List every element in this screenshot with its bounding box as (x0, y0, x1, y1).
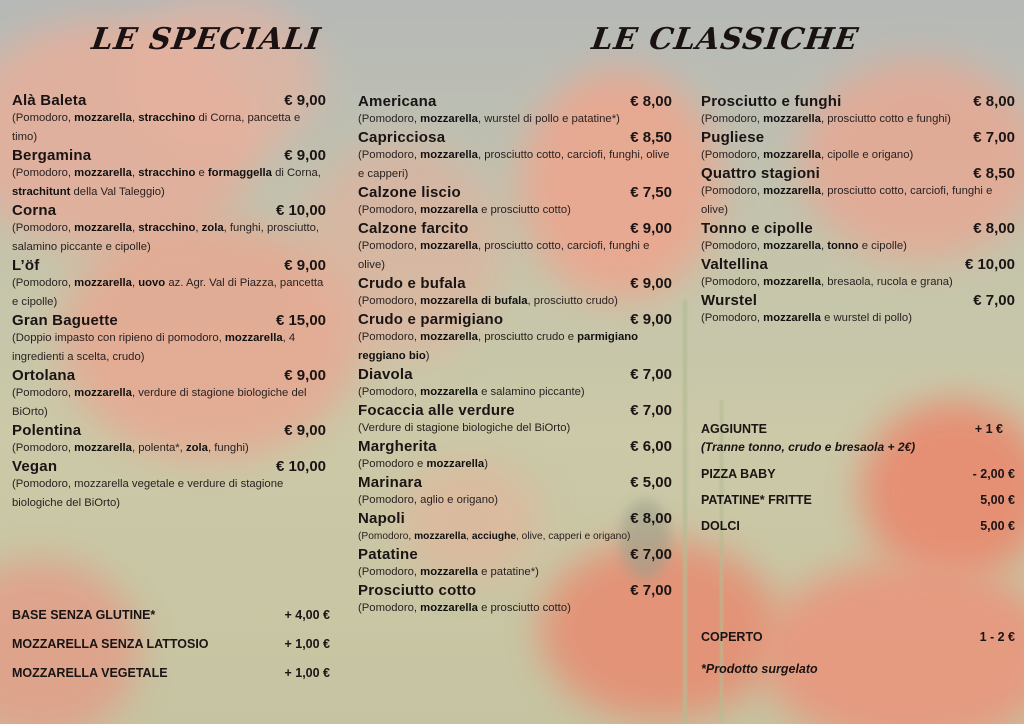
menu-item-header (358, 474, 672, 491)
pizza-ingredients: (Pomodoro, mozzarella, prosciutto cotto e funghi) (701, 113, 951, 125)
pizza-name: Quattro stagioni (701, 165, 821, 182)
pizza-name: Focaccia alle verdure (358, 402, 515, 419)
menu-item (12, 422, 326, 458)
menu-item-header (358, 129, 672, 146)
pizza-price: € 9,00 (630, 311, 672, 328)
pizza-name: Capricciosa (358, 129, 446, 146)
pizza-name: Ortolana (12, 367, 76, 384)
pizza-price: € 5,00 (630, 474, 672, 491)
menu-item (358, 366, 672, 402)
coperto-section (701, 630, 1015, 676)
pizza-price: € 7,00 (630, 402, 672, 419)
pizza-name: Gran Baguette (12, 312, 118, 329)
menu-item-header (12, 458, 326, 475)
pizza-ingredients: (Pomodoro, mozzarella, stracchino e formaggella di Corna, strachitunt della Val Taleggio) (12, 167, 321, 198)
pizza-name: Marinara (358, 474, 423, 491)
pizza-ingredients: (Pomodoro, mozzarella, stracchino di Corna, pancetta e timo) (12, 112, 301, 143)
pizza-name: Patatine (358, 546, 418, 563)
pizza-ingredients: (Pomodoro, mozzarella e salamino piccante) (358, 386, 585, 398)
menu-item (358, 474, 672, 510)
pizza-price: € 9,00 (630, 220, 672, 237)
pizza-price: € 9,00 (630, 275, 672, 292)
menu-item-header (358, 366, 672, 383)
menu-item (358, 184, 672, 220)
menu-item-header (358, 402, 672, 419)
menu-item-header (358, 546, 672, 563)
menu-item-header (701, 93, 1015, 110)
coperto-label: COPERTO (701, 630, 763, 644)
pizza-ingredients: (Pomodoro, mozzarella, acciughe, olive, capperi e origano) (358, 531, 631, 542)
menu-item-header (12, 422, 326, 439)
patatine-fritte-row (701, 493, 1015, 519)
dolci-row (701, 519, 1015, 545)
pizza-name: Diavola (358, 366, 413, 383)
extra-option-row (12, 666, 330, 695)
pizza-name: Valtellina (701, 256, 769, 273)
pizza-price: € 8,00 (973, 220, 1015, 237)
pizza-ingredients: (Pomodoro, mozzarella e patatine*) (358, 566, 539, 578)
pizza-price: € 10,00 (275, 458, 326, 475)
pizza-name: Alà Baleta (12, 92, 87, 109)
menu-item (358, 220, 672, 275)
pizza-name: Polentina (12, 422, 82, 439)
menu-item-header (12, 92, 326, 109)
pizza-name: L’öf (12, 257, 40, 274)
pizza-ingredients: (Pomodoro, mozzarella, prosciutto cotto, carciofi, funghi e olive) (701, 185, 993, 216)
menu-item (12, 257, 326, 312)
menu-item (12, 367, 326, 422)
pizza-price: € 7,00 (630, 582, 672, 599)
pizza-ingredients: (Pomodoro, mozzarella di bufala, prosciutto crudo) (358, 295, 618, 307)
menu-item (701, 220, 1015, 256)
patatine-fritte-price: 5,00 € (980, 493, 1015, 507)
menu-item-header (701, 292, 1015, 309)
pizza-price: € 8,00 (973, 93, 1015, 110)
pizza-name: Pugliese (701, 129, 765, 146)
menu-item-header (12, 202, 326, 219)
menu-item-header (701, 256, 1015, 273)
other-extras (701, 467, 1015, 545)
aggiunte-row (701, 422, 1003, 436)
pizza-name: Corna (12, 202, 57, 219)
pizza-ingredients: (Pomodoro e mozzarella) (358, 458, 488, 470)
menu-item (701, 292, 1015, 328)
aggiunte-price: + 1 € (974, 422, 1003, 436)
pizza-name: Bergamina (12, 147, 92, 164)
pizza-name: Calzone farcito (358, 220, 469, 237)
coperto-row (701, 630, 1015, 644)
menu-item-header (701, 165, 1015, 182)
menu-item (701, 129, 1015, 165)
extra-option-row (12, 608, 330, 637)
menu-item (358, 93, 672, 129)
menu-item (701, 256, 1015, 292)
aggiunte-label: AGGIUNTE (701, 422, 767, 436)
menu-item-header (358, 220, 672, 237)
menu-item (12, 312, 326, 367)
extra-option-price: + 1,00 € (284, 637, 330, 651)
pizza-price: € 15,00 (275, 312, 326, 329)
pizza-name: Americana (358, 93, 437, 110)
pizza-price: € 9,00 (284, 147, 326, 164)
menu-item-header (358, 93, 672, 110)
pizza-price: € 7,00 (973, 292, 1015, 309)
menu-item-header (12, 312, 326, 329)
pizza-price: € 7,50 (630, 184, 672, 201)
pizza-name: Vegan (12, 458, 58, 475)
pizza-price: € 8,00 (630, 93, 672, 110)
aggiunte-section (701, 422, 1003, 454)
pizza-ingredients: (Pomodoro, mozzarella, verdure di stagione biologiche del BiOrto) (12, 387, 307, 418)
title-le-classiche: LE CLASSICHE (589, 22, 861, 57)
pizza-ingredients: (Pomodoro, mozzarella e wurstel di pollo) (701, 312, 912, 324)
menu-item (358, 582, 672, 618)
pizza-name: Crudo e bufala (358, 275, 466, 292)
pizza-price: € 10,00 (275, 202, 326, 219)
pizza-price: € 10,00 (964, 256, 1015, 273)
pizza-price: € 8,50 (973, 165, 1015, 182)
pizza-name: Prosciutto cotto (358, 582, 477, 599)
pizza-price: € 9,00 (284, 367, 326, 384)
pizza-ingredients: (Pomodoro, mozzarella, prosciutto cotto, carciofi, funghi e olive) (358, 240, 650, 271)
extra-option-label: BASE SENZA GLUTINE* (12, 608, 156, 622)
pizza-ingredients: (Pomodoro, mozzarella, prosciutto cotto, carciofi, funghi, olive e capperi) (358, 149, 670, 180)
menu-item (12, 202, 326, 257)
pizza-ingredients: (Pomodoro, mozzarella, polenta*, zola, funghi) (12, 442, 249, 454)
menu-item-header (701, 220, 1015, 237)
extra-option-label: MOZZARELLA VEGETALE (12, 666, 168, 680)
classiche-list-right (701, 93, 1015, 328)
pizza-price: € 8,00 (630, 510, 672, 527)
pizza-name: Wurstel (701, 292, 758, 309)
menu-item (12, 92, 326, 147)
pizza-ingredients: (Pomodoro, aglio e origano) (358, 494, 499, 506)
dolci-price: 5,00 € (980, 519, 1015, 533)
pizza-name: Prosciutto e funghi (701, 93, 842, 110)
patatine-fritte-label: PATATINE* FRITTE (701, 493, 812, 507)
menu-item (358, 546, 672, 582)
pizza-price: € 7,00 (630, 366, 672, 383)
pizza-name: Calzone liscio (358, 184, 461, 201)
pizza-baby-price: - 2,00 € (972, 467, 1015, 481)
speciali-list (12, 92, 326, 513)
pizza-name: Crudo e parmigiano (358, 311, 504, 328)
pizza-ingredients: (Pomodoro, mozzarella, bresaola, rucola e grana) (701, 276, 953, 288)
pizza-price: € 9,00 (284, 422, 326, 439)
title-le-speciali: LE SPECIALI (89, 22, 324, 57)
menu-item-header (12, 367, 326, 384)
pizza-name: Tonno e cipolle (701, 220, 813, 237)
extra-option-row (12, 637, 330, 666)
extra-option-label: MOZZARELLA SENZA LATTOSIO (12, 637, 209, 651)
menu-item (12, 147, 326, 202)
menu-item (701, 165, 1015, 220)
pizza-ingredients: (Doppio impasto con ripieno di pomodoro, mozzarella, 4 ingredienti a scelta, crudo) (12, 332, 296, 363)
footnote-surgelato: *Prodotto surgelato (701, 662, 818, 676)
menu-item (701, 93, 1015, 129)
menu-item-header (358, 582, 672, 599)
pizza-baby-row (701, 467, 1015, 493)
menu-item-header (358, 311, 672, 328)
pizza-ingredients: (Pomodoro, mozzarella, prosciutto crudo e parmigiano reggiano bio) (358, 331, 639, 362)
coperto-price: 1 - 2 € (979, 630, 1015, 644)
pizza-price: € 8,50 (630, 129, 672, 146)
menu-item-header (358, 510, 672, 527)
menu-item (358, 311, 672, 366)
pizza-price: € 9,00 (284, 92, 326, 109)
extra-option-price: + 4,00 € (284, 608, 330, 622)
pizza-ingredients: (Pomodoro, mozzarella, uovo az. Agr. Val di Piazza, pancetta e cipolle) (12, 277, 324, 308)
menu-item (12, 458, 326, 513)
classiche-list-left (358, 93, 672, 618)
pizza-price: € 7,00 (630, 546, 672, 563)
pizza-price: € 9,00 (284, 257, 326, 274)
pizza-ingredients: (Pomodoro, mozzarella e prosciutto cotto) (358, 602, 571, 614)
menu-item-header (358, 275, 672, 292)
menu-item-header (12, 257, 326, 274)
pizza-name: Margherita (358, 438, 437, 455)
pizza-name: Napoli (358, 510, 406, 527)
menu-item (358, 129, 672, 184)
aggiunte-note: (Tranne tonno, crudo e bresaola + 2€) (701, 440, 916, 454)
pizza-price: € 7,00 (973, 129, 1015, 146)
menu-item-header (358, 184, 672, 201)
pizza-ingredients: (Pomodoro, mozzarella, wurstel di pollo e patatine*) (358, 113, 620, 125)
menu-item-header (701, 129, 1015, 146)
menu-item-header (12, 147, 326, 164)
pizza-ingredients: (Pomodoro, mozzarella e prosciutto cotto) (358, 204, 571, 216)
menu-item-header (358, 438, 672, 455)
menu-item (358, 438, 672, 474)
speciali-extras-list (12, 608, 330, 695)
extra-option-price: + 1,00 € (284, 666, 330, 680)
menu-item (358, 510, 672, 546)
menu-item (358, 275, 672, 311)
pizza-ingredients: (Pomodoro, mozzarella vegetale e verdure di stagione biologiche del BiOrto) (12, 478, 284, 509)
pizza-price: € 6,00 (630, 438, 672, 455)
menu-item (358, 402, 672, 438)
dolci-label: DOLCI (701, 519, 740, 533)
pizza-ingredients: (Verdure di stagione biologiche del BiOrto) (358, 422, 571, 434)
pizza-ingredients: (Pomodoro, mozzarella, cipolle e origano) (701, 149, 914, 161)
pizza-ingredients: (Pomodoro, mozzarella, stracchino, zola, funghi, prosciutto, salamino piccante e cipolle) (12, 222, 320, 253)
pizza-ingredients: (Pomodoro, mozzarella, tonno e cipolle) (701, 240, 907, 252)
pizza-baby-label: PIZZA BABY (701, 467, 776, 481)
